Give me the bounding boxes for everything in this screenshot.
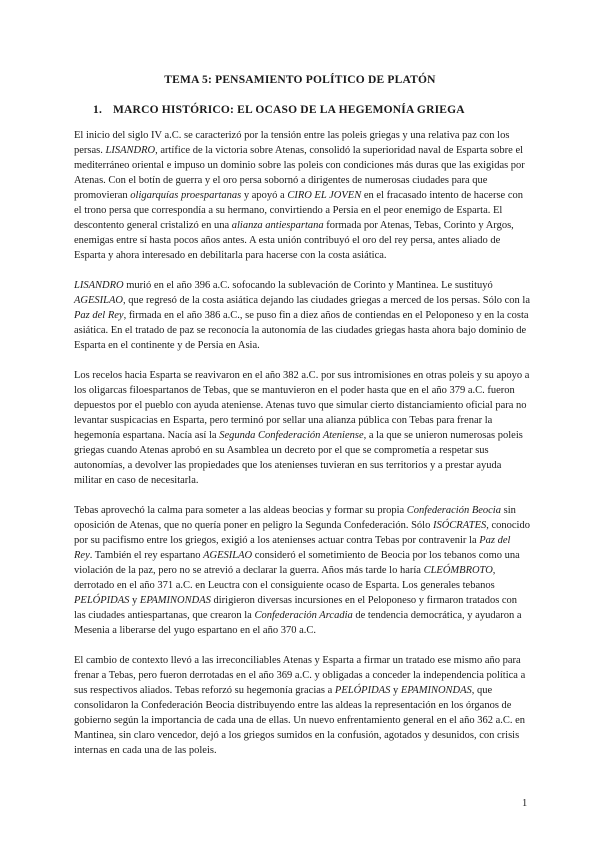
emphasized-text: Confederación Beocia (406, 505, 501, 516)
paragraph-text: , firmada en el año 386 a.C., se puso fin a diez años de contiendas en el Peloponeso y en la costa asiática. En el tratado de paz se reconocía la autonomía de las ciudades griegas hasta ahora bajo dominio de Esparta en el continente y de Persia en Asia. (74, 310, 529, 351)
paragraph-text: , artífice de la victoria sobre Atenas, consolidó la superioridad naval de Esparta sobre el mediterráneo oriental e impuso un dominio sobre las poleis con condiciones más duras que las exigidas por Atenas. Con el botín de guerra y el oro persa sobornó a dirigentes de numerosas ciudades para que promovieran (74, 145, 525, 201)
paragraph-text: y (129, 595, 140, 606)
emphasized-text: LISANDRO (105, 145, 156, 156)
paragraph-text: dirigieron diversas incursiones en el Peloponeso y firmaron tratados con las ciudades antiespartanas, que crearon la (74, 595, 518, 621)
paragraph-text: , derrotado en el año 371 a.C. en Leuctra con el consiguiente ocaso de Esparta. Los generales tebanos (74, 565, 496, 591)
emphasized-text: Confederación Arcadia (254, 610, 353, 621)
document-title: TEMA 5: PENSAMIENTO POLÍTICO DE PLATÓN (164, 74, 436, 86)
emphasized-text: Paz del Rey (74, 535, 511, 561)
paragraph-text: en el fracasado intento de hacerse con el trono persa que correspondía a su hermano, convirtiendo a Persia en el peor enemigo de Esparta. El descontento general cristalizó en una (74, 190, 523, 231)
paragraph-text: . También el rey espartano (89, 550, 204, 561)
emphasized-text: Segunda Confederación Ateniense (219, 430, 364, 441)
document-body (74, 128, 531, 758)
body-paragraph (74, 503, 531, 638)
paragraph-text: , que regresó de la costa asiática dejando las ciudades griegas a merced de los persas. Sólo con la (123, 295, 531, 306)
emphasized-text: CIRO EL JOVEN (287, 190, 362, 201)
paragraph-text: y apoyó a (241, 190, 288, 201)
paragraph-text: , a la que se unieron numerosas poleis griegas cuando Atenas aprobó en su Asamblea un decreto por el que se comprometía a respetar sus autonomías, a devolver las propiedades que los atenienses tuvieran en sus territorios y a prestar ayuda militar en caso de necesitarla. (74, 430, 523, 486)
body-paragraph (74, 653, 531, 758)
body-paragraph (74, 278, 531, 353)
body-paragraph (74, 368, 531, 488)
paragraph-text: Los recelos hacia Esparta se reavivaron en el año 382 a.C. por sus intromisiones en otras poleis y su apoyo a los oligarcas filoespartanos de Tebas, que se mantuvieron en el poder hasta que en el año 379 a.C. fueron depuestos por el pueblo con ayuda ateniense. Atenas tuvo que simular cierto distanciamiento oficial para no levantar suspicacias en Esparta, pero terminó por sellar una alianza pública con Tebas para frenar la hegemonía espartana. Nacía así la (74, 370, 530, 441)
paragraph-text: , que consolidaron la Confederación Beocia distribuyendo entre las aldeas la representación en los órganos de gobierno según la importancia de cada una de ellas. Un nuevo enfrentamiento general en el año 362 a.C. en Mantinea, sin claro vencedor, dejó a los griegos sumidos en la confusión, agotados y desunidos, con crisis internas en cada una de las poleis. (74, 685, 526, 756)
paragraph-text: El inicio del siglo IV a.C. se caracterizó por la tensión entre las poleis griegas y una relativa paz con los persas. (74, 130, 510, 156)
emphasized-text: LISANDRO (74, 280, 124, 291)
paragraph-text: sin oposición de Atenas, que no quería poner en peligro la Segunda Confederación. Sólo (74, 505, 516, 531)
emphasized-text: PELÓPIDAS (74, 595, 130, 606)
emphasized-text: ISÓCRATES (432, 520, 487, 531)
section-heading (93, 104, 513, 116)
emphasized-text: CLEÓMBROTO (423, 565, 493, 576)
paragraph-text: formada por Atenas, Tebas, Corinto y Argos, enemigas entre sí hasta pocos años antes. A esta unión contribuyó el oro del rey persa, antes aliado de Esparta y ahora interesado en debilitarla para hacerse con la costa asiática. (74, 220, 514, 261)
paragraph-text: Tebas aprovechó la calma para someter a las aldeas beocias y formar su propia (74, 505, 407, 516)
body-paragraph (74, 128, 531, 263)
emphasized-text: alianza antiespartana (231, 220, 324, 231)
emphasized-text: oligarquías proespartanas (130, 190, 242, 201)
emphasized-text: Paz del Rey (74, 310, 124, 321)
emphasized-text: EPAMINONDAS (139, 595, 211, 606)
section-title: MARCO HISTÓRICO: EL OCASO DE LA HEGEMONÍA GRIEGA (113, 104, 465, 116)
emphasized-text: AGESILAO (74, 295, 123, 306)
emphasized-text: EPAMINONDAS (400, 685, 472, 696)
paragraph-text: , conocido por su pacifismo entre los griegos, exigió a los atenienses actuar contra Tebas por contravenir la (74, 520, 530, 546)
paragraph-text: y (390, 685, 401, 696)
section-number: 1. (93, 104, 103, 116)
emphasized-text: PELÓPIDAS (334, 685, 391, 696)
paragraph-text: consideró el sometimiento de Beocia por los tebanos como una violación de la paz, pero no se atrevió a declarar la guerra. Años más tarde lo haría (74, 550, 520, 576)
emphasized-text: AGESILAO (203, 550, 253, 561)
paragraph-text: murió en el año 396 a.C. sofocando la sublevación de Corinto y Mantinea. Le sustituyó (123, 280, 493, 291)
paragraph-text: de tendencia democrática, y ayudaron a Mesenia a liberarse del yugo espartano en el año 370 a.C. (74, 610, 522, 636)
page-number: 1 (522, 798, 528, 809)
paragraph-text: El cambio de contexto llevó a las irreconciliables Atenas y Esparta a firmar un tratado ese mismo año para frenar a Tebas, pero fueron derrotadas en el año 369 a.C. y obligadas a conceder la independencia política a sus respectivos aliados. Tebas reforzó su hegemonía gracias a (74, 655, 526, 696)
